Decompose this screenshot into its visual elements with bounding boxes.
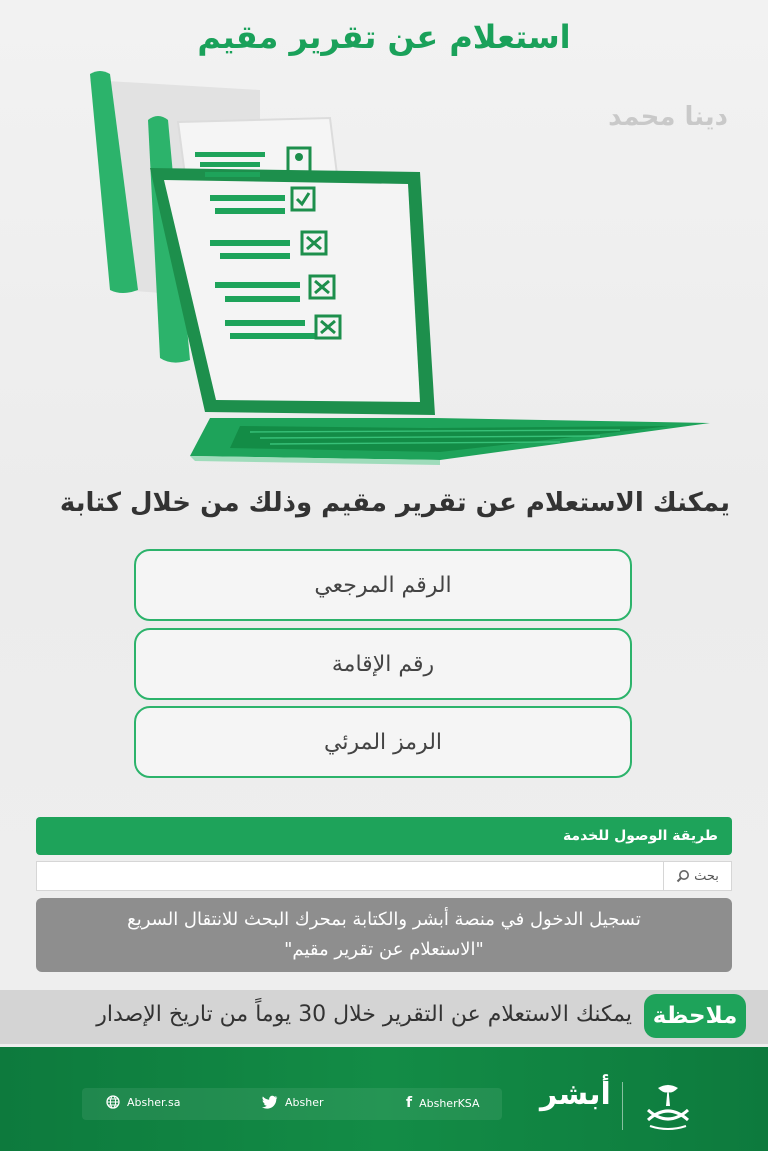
website-text: Absher.sa bbox=[127, 1095, 181, 1109]
laptop-report-illustration bbox=[60, 60, 740, 480]
option-captcha-code: الرمز المرئي bbox=[134, 706, 632, 778]
option-iqama-number: رقم الإقامة bbox=[134, 628, 632, 700]
access-instructions bbox=[36, 898, 732, 972]
twitter-text: Absher bbox=[285, 1095, 324, 1109]
twitter-icon bbox=[262, 1095, 278, 1109]
facebook-link[interactable] bbox=[406, 1095, 480, 1111]
absher-logo: أبشر bbox=[540, 1077, 611, 1112]
intro-text: يمكنك الاستعلام عن تقرير مقيم وذلك من خلال كتابة bbox=[59, 488, 730, 518]
option-reference-number: الرقم المرجعي bbox=[134, 549, 632, 621]
author-name: دينا محمد bbox=[608, 102, 728, 132]
access-method-header: طريقة الوصول للخدمة bbox=[36, 817, 732, 855]
instruction-line-1: تسجيل الدخول في منصة أبشر والكتابة بمحرك البحث للانتقال السريع bbox=[127, 909, 641, 930]
search-field[interactable] bbox=[36, 861, 732, 891]
instruction-line-2: "الاستعلام عن تقرير مقيم" bbox=[284, 939, 484, 960]
page-title: استعلام عن تقرير مقيم bbox=[197, 18, 571, 56]
search-label: بحث bbox=[694, 868, 719, 884]
ministry-emblem-icon bbox=[638, 1080, 698, 1134]
globe-icon bbox=[106, 1095, 120, 1109]
note-badge: ملاحظة bbox=[644, 994, 746, 1038]
search-button[interactable] bbox=[663, 862, 731, 890]
logo-divider bbox=[622, 1082, 623, 1130]
facebook-icon: f bbox=[406, 1095, 413, 1111]
website-link[interactable] bbox=[106, 1095, 180, 1109]
twitter-link[interactable] bbox=[262, 1095, 324, 1109]
facebook-text: AbsherKSA bbox=[419, 1096, 480, 1110]
search-icon bbox=[676, 869, 690, 883]
note-text: يمكنك الاستعلام عن التقرير خلال 30 يوماً من تاريخ الإصدار bbox=[96, 1002, 632, 1027]
